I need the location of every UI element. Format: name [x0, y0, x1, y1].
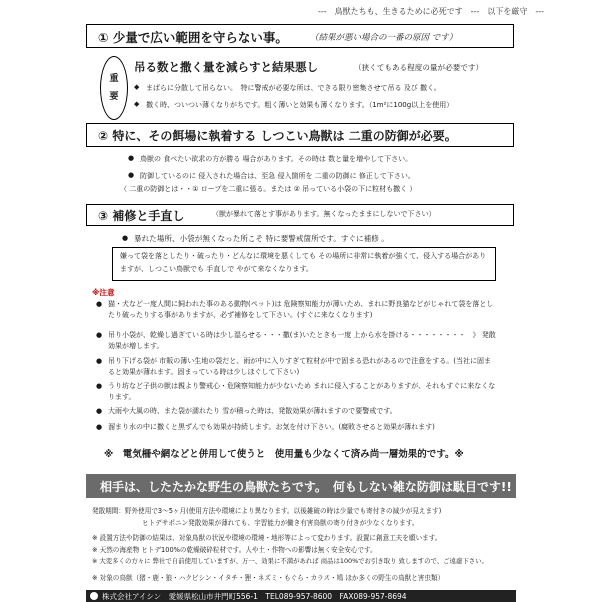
bullet-diamond-icon: ◆ — [134, 83, 140, 91]
note-item-5: 大雨や大風の時、また袋が濡れたり 雪が積った時は、発散効果が薄れますので要警戒です。 — [108, 407, 397, 415]
info-line-1: 発散期間：野外使用で3～5ヶ月(使用方法や環境により異なります。以後雑破の時は少量でも寄付きの減少が見えます) — [92, 507, 442, 515]
bullet-dot-icon: ● — [96, 423, 103, 431]
bullet-dot-icon: ● — [96, 357, 103, 365]
section1-title: ① 少量で広い範囲を守らない事。 — [98, 30, 288, 45]
company-footer-text: 株式会社アイシン 愛媛県松山市井門町556-1 TEL089-957-8600 FAX089-957-8694 — [102, 591, 407, 601]
section2-bullet-2: 防御しているのに 侵入された場合は、至急 侵入箇所を 二重の防御に 修正して下さい。 — [140, 172, 415, 180]
section2-bullet-1: 鳥獣の 食べたい欲求の方が勝る 場合があります。その時は 数と量を増やして下さい。 — [140, 155, 413, 163]
section3-title: ③ 補修と手直し — [98, 209, 185, 223]
warning-banner — [86, 474, 516, 498]
note-item-6: 溜まり水の中に撒くと黒ずんでも効果が持続します。お気を付け下さい。(腐敗させると効果が薄れます) — [108, 423, 435, 431]
section1-headline: 吊る数と撒く量を減らすと結果悪し — [134, 60, 318, 74]
info-line-4: ※ 天然の海産物 ヒトデ100%の乾燥破砕粒材です。人や土・作物への影響は無く安全安心です。 — [92, 546, 377, 554]
section3-note: （獣が暴れて落とす事があります。無くなったままにしないで下さい） — [212, 210, 436, 218]
section3-bullet-1: 暴れた場所、小袋が無くなった所こそ 特に要警戒箇所です。すぐに補修 。 — [134, 234, 389, 243]
bullet-dot-icon: ● — [122, 234, 129, 242]
company-logo-icon — [90, 592, 98, 600]
bullet-dot-icon: ● — [128, 154, 135, 162]
juyo-char-1: 重 — [109, 74, 119, 84]
header-tagline: --- 鳥獣たちも、生きるために必死です --- 以下を厳守 --- — [318, 7, 544, 16]
bullet-dot-icon: ● — [96, 382, 103, 390]
juyo-badge — [100, 56, 128, 120]
section2-title: ② 特に、その餌場に執着する しつこい鳥獣は 二重の防御が必要。 — [98, 129, 457, 143]
warning-banner-text: 相手は、したたかな野生の鳥獣たちです。 何もしない雑な防御は駄目です!! — [100, 479, 512, 494]
info-line-5: ※ 大変多くの方々に 弊社で自前使用していますが、万一、効果に不満があれば 商品は100%でお引き取り 致しますので、ご遠慮下さい。 — [92, 557, 488, 565]
bullet-dot-icon: ● — [96, 407, 103, 415]
info-line-2: ヒトデサポニン発散効果が薄れても、宇習能力が働き有害鳥獣の寄り付きが少なくなります。 — [142, 519, 419, 527]
note-item-4: うり坊など子供の獣は親より警戒心・危険察知能力が少ないため まれに侵入することがありますが、それもすぐに来なくなります。 — [108, 382, 496, 401]
info-line-6: ※ 対象の鳥獣（猪・鹿・狼・ハクビシン・イタチ・狸・ネズミ・もぐら・カラス・鳩 ほか多くの野生の鳥獣と害虫類） — [92, 574, 445, 582]
notes-combo: ※ 電気柵や網などと併用して使うと 使用量も少なくて済み尚一層効果的です。※ — [104, 449, 464, 460]
note-item-3: 吊り下げる袋が 市販の薄い生地の袋だと、雨が中に入りすぎて粒材が中で固まる恐れがあるので注意をする。(当社に固まると効果が薄れます。固まっている時は少しほぐして下さい) — [108, 357, 491, 376]
note-item-1: 猫・犬など一度人間に飼われた事のある動物(ペット)は 危険察知能力が薄いため、まれに野良猫などがじゃれて袋を落としたり破ったりする事がありますが、必ず補修をして下さい。(すぐに来なくなります) — [108, 300, 494, 319]
info-line-3: ※ 設置方法や防御の結果は、対象鳥獣の状況や環境の環境・地形等によって変わります。設置に創意工夫を願います。 — [92, 534, 442, 542]
bullet-dot-icon: ● — [128, 171, 135, 179]
section1-note: （結果が悪い場合の一番の原因 です） — [310, 33, 458, 43]
bullet-diamond-icon: ◆ — [134, 100, 140, 108]
bullet-dot-icon: ● — [96, 300, 103, 308]
section2-sub: （ 二重の防御とは・・① ロープを二重に張る。または ② 吊っている小袋の下に粒材も撒く ） — [120, 185, 417, 193]
section1-bullet-1: まばらに分散して吊らない。 特に警戒が必要な所は、できる限り密集させて吊る 及び 撒く。 — [146, 84, 441, 92]
company-footer — [86, 590, 516, 602]
section3-bracket-text: 嫌って袋を落としたり・破ったり・どんなに環境を悪くしても その場所に非常に執着が強くて、侵入する場合がありますが、しつこい鳥獣でも 手直しで やがて来なくなります。 — [120, 252, 487, 273]
section1-headline-note: （狭くてもある程度の量が必要です） — [354, 63, 484, 72]
section1-bullet-2: 撒く時、ついつい薄くなりがちです。粗く薄いと効果も薄くなります。（1m²に100g以上を使用） — [146, 101, 454, 109]
notes-heading: ※注意 — [92, 288, 115, 297]
bullet-dot-icon: ● — [96, 331, 103, 339]
juyo-char-2: 要 — [109, 92, 119, 102]
note-item-2: 吊り小袋が、乾燥し過ぎている時は少し湿らせる・・・撒(ま)いたときも一度 上から水を掛ける・・・・・・・・ 》 発散効果が増します。 — [108, 331, 496, 350]
